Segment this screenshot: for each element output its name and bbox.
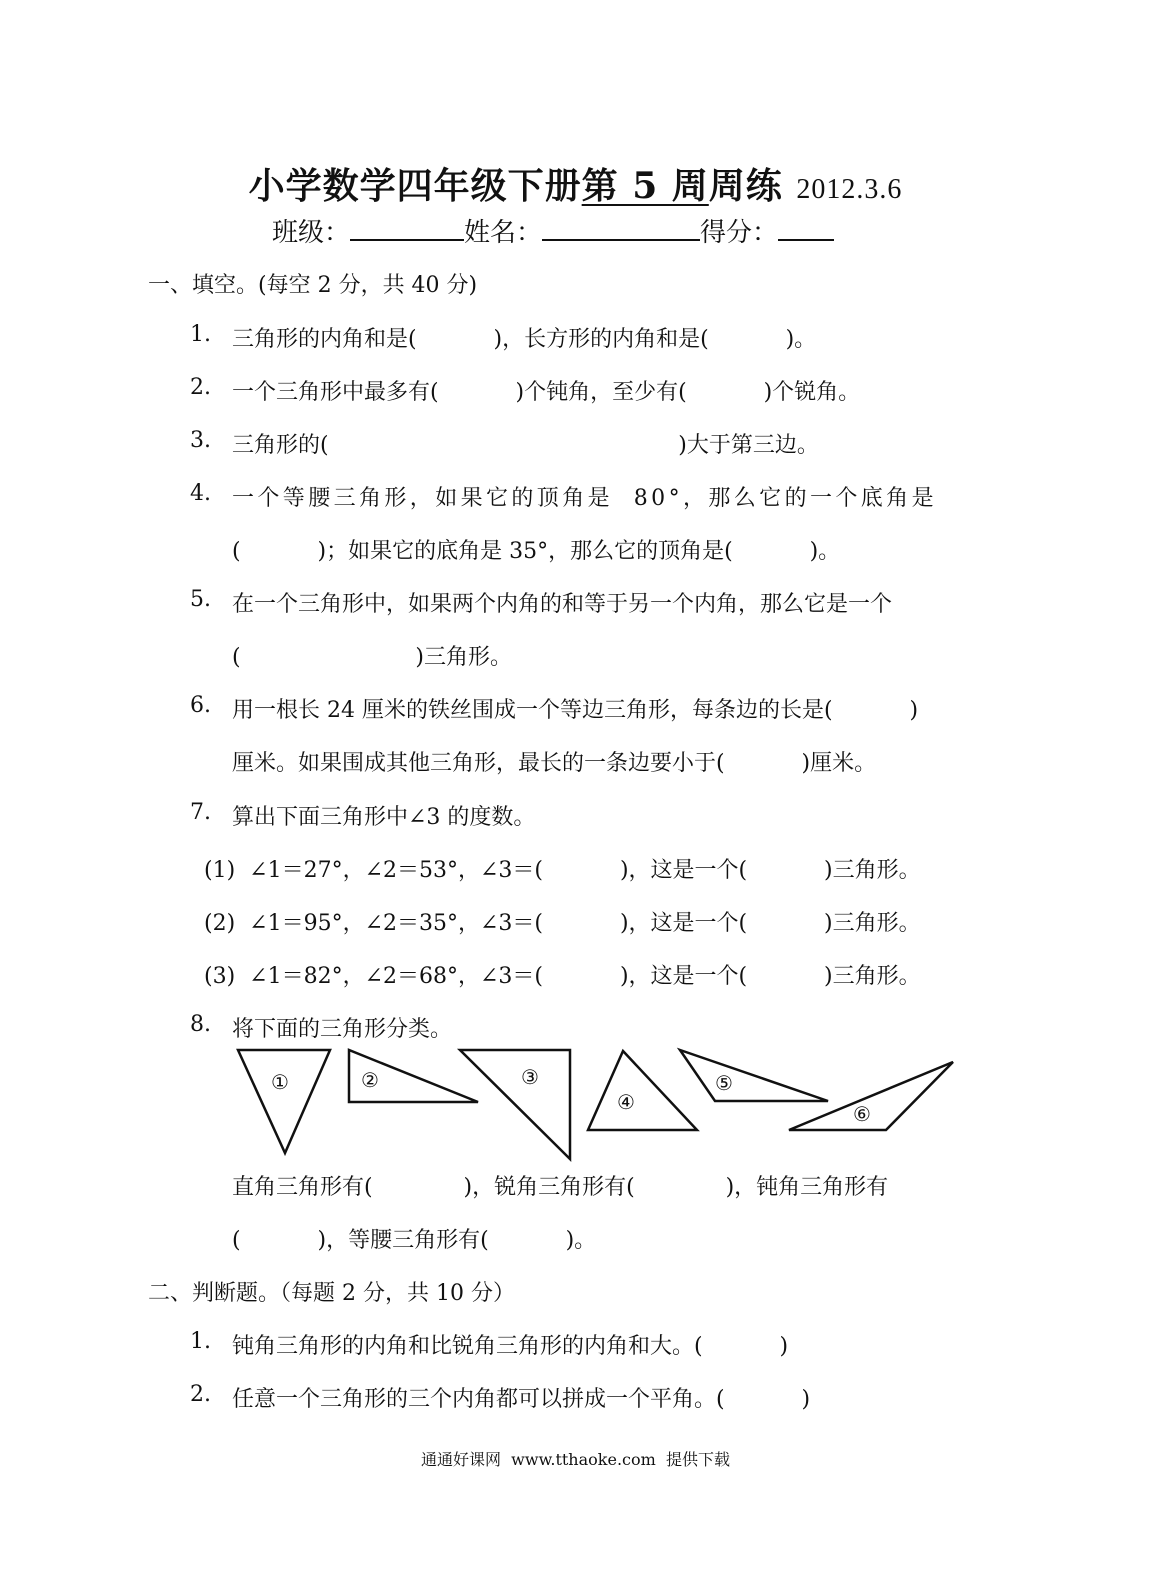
q7-item-3: (3) ∠1＝82°，∠2＝68°，∠3＝( )，这是一个( )三角形。: [204, 964, 921, 989]
triangle-label-5: ⑤: [715, 1071, 733, 1095]
q6-number: 6.: [190, 693, 211, 718]
q8-answer-line1: 直角三角形有( )，锐角三角形有( )，钝角三角形有: [232, 1175, 889, 1200]
q2-text: 一个三角形中最多有( )个钝角，至少有( )个锐角。: [232, 380, 861, 405]
triangle-4: [588, 1051, 697, 1130]
q4-line2: ( )；如果它的底角是 35°，那么它的顶角是( )。: [232, 539, 841, 564]
q6-line2: 厘米。如果围成其他三角形，最长的一条边要小于( )厘米。: [232, 751, 877, 776]
s2-q1-text: 钝角三角形的内角和比锐角三角形的内角和大。( ): [232, 1334, 789, 1359]
q4-number: 4.: [190, 481, 211, 506]
q6-line1: 用一根长 24 厘米的铁丝围成一个等边三角形，每条边的长是( ): [232, 698, 919, 723]
q5-line1: 在一个三角形中，如果两个内角的和等于另一个内角，那么它是一个: [232, 592, 893, 617]
triangle-label-3: ③: [521, 1065, 539, 1089]
s2-q2-number: 2.: [190, 1382, 211, 1407]
q5-number: 5.: [190, 587, 211, 612]
triangle-5: [680, 1050, 828, 1101]
triangle-label-6: ⑥: [853, 1102, 871, 1126]
q8-number: 8.: [190, 1012, 211, 1037]
section-1-heading: 一、填空。(每空 2 分，共 40 分): [148, 273, 478, 298]
score-label: 得分：: [700, 218, 779, 248]
triangle-1: [238, 1050, 330, 1153]
triangle-label-2: ②: [361, 1068, 379, 1092]
q1-text: 三角形的内角和是( )，长方形的内角和是( )。: [232, 327, 817, 352]
q7-text: 算出下面三角形中∠3 的度数。: [232, 805, 536, 830]
q1-number: 1.: [190, 322, 211, 347]
q7-item-2: (2) ∠1＝95°，∠2＝35°，∠3＝( )，这是一个( )三角形。: [204, 911, 921, 936]
q2-number: 2.: [190, 375, 211, 400]
q8-text: 将下面的三角形分类。: [232, 1017, 453, 1042]
q3-text: 三角形的( )大于第三边。: [232, 433, 819, 458]
triangle-3: [460, 1050, 570, 1159]
section-2-heading: 二、判断题。（每题 2 分，共 10 分）: [148, 1281, 515, 1306]
footer-source: 通通好课网 www.tthaoke.com 提供下载: [421, 1450, 730, 1469]
q7-item-1: (1) ∠1＝27°，∠2＝53°，∠3＝( )，这是一个( )三角形。: [204, 858, 921, 883]
triangle-label-4: ④: [617, 1090, 635, 1114]
q4-line1: 一个等腰三角形，如果它的顶角是 80°，那么它的一个底角是: [232, 486, 937, 511]
triangle-label-1: ①: [271, 1070, 289, 1094]
q7-number: 7.: [190, 800, 211, 825]
page-title: 小学数学四年级下册第 5 周周练 2012.3.6: [248, 165, 903, 207]
q3-number: 3.: [190, 428, 211, 453]
name-label: 姓名：: [464, 218, 543, 248]
s2-q1-number: 1.: [190, 1329, 211, 1354]
class-label: 班级：: [272, 218, 351, 248]
q5-line2: ( )三角形。: [232, 645, 512, 670]
q8-answer-line2: ( )，等腰三角形有( )。: [232, 1228, 597, 1253]
s2-q2-text: 任意一个三角形的三个内角都可以拼成一个平角。( ): [232, 1387, 811, 1412]
date: 2012.3.6: [796, 174, 903, 205]
